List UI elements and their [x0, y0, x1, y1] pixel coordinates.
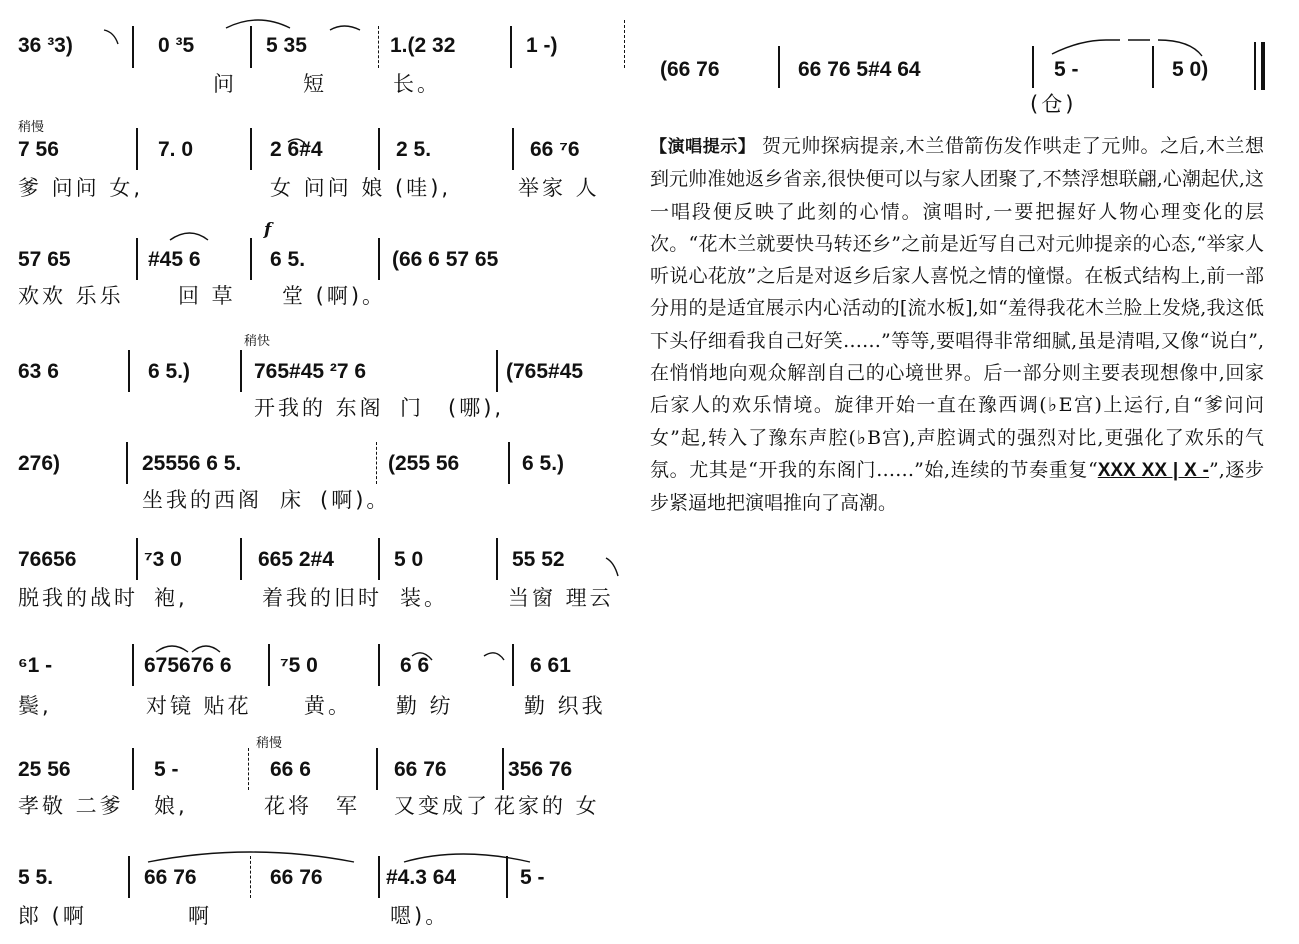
barline: [132, 644, 134, 686]
measure: #4.3 64: [386, 866, 457, 889]
measure: 6 5.): [148, 360, 191, 383]
lyric: 鬓,: [18, 694, 52, 718]
barline: [136, 538, 138, 580]
lyric: 门: [400, 396, 424, 420]
measure: 5 5.: [18, 866, 54, 889]
measure: 356 76: [508, 758, 573, 781]
barline: [268, 644, 270, 686]
score-system-1: [18, 34, 630, 94]
barline: [128, 856, 130, 898]
barline: [250, 238, 252, 280]
score-system-5: [18, 452, 630, 522]
measure: (66 6 57 65: [392, 248, 499, 271]
lyric: 堂 (啊)。: [282, 284, 387, 308]
lyric: 勤 纺: [396, 694, 454, 718]
measure: (765#45: [506, 360, 584, 383]
tempo-marking: 稍快: [244, 334, 271, 349]
measure: 1 -): [526, 34, 558, 57]
measure: 2 6#4: [270, 138, 323, 161]
barline: [508, 442, 510, 484]
barline: [240, 538, 242, 580]
lyric: 嗯)。: [390, 904, 450, 928]
barline: [378, 538, 380, 580]
section-tag: 【演唱提示】: [650, 137, 756, 157]
measure: (66 76: [660, 58, 720, 81]
performance-notes: 【演唱提示】 贺元帅探病提亲,木兰借箭伤发作哄走了元帅。之后,木兰想到元帅准她返乡省亲,很快便可以与家人团聚了,不禁浮想联翩,心潮起伏,这一唱段便反映了此刻的心情。演唱时,一要把握好人物心理变化的层次。“花木兰就要快马转还乡”之前是近写自己对元帅提亲的心态,“举家人听说心花放”之后是对返乡后家人喜悦之情的憧憬。在板式结构上,前一部分用的是适宜展示内心活动的[流水板],如“羞得我花木兰脸上发烧,我这低下头仔细看我自己好笑……”等等,要唱得非常细腻,虽是清唱,又像“说白”,在悄悄地向观众解剖自己的心境世界。后一部分则主要表现想像中,回家后家人的欢乐情境。旋律开始一直在豫西调(♭E宫)上运行,自“爹问问女”起,转入了豫东声腔(♭B宫),声腔调式的强烈对比,更强化了欢乐的气氛。尤其是“开我的东阁门……”始,连续的节奏重复“XXX XX | X -”,逐步步紧逼地把演唱推向了高潮。: [650, 135, 1265, 515]
score-system-7: [18, 654, 630, 724]
barline: [378, 644, 380, 686]
barline: [126, 442, 128, 484]
commentary-body: 贺元帅探病提亲,木兰借箭伤发作哄走了元帅。之后,木兰想到元帅准她返乡省亲,很快便可以与家人团聚了,不禁浮想联翩,心潮起伏,这一唱段便反映了此刻的心情。演唱时,一要把握好人物心理变化的层次。“花木兰就要快马转还乡”之前是近写自己对元帅提亲的心态,“举家人听说心花放”之后是对返乡后家人喜悦之情的憧憬。在板式结构上,前一部分用的是适宜展示内心活动的[流水板],如“羞得我花木兰脸上发烧,我这低下头仔细看我自己好笑……”等等,要唱得非常细腻,虽是清唱,又像“说白”,在悄悄地向观众解剖自己的心境世界。后一部分则主要表现想像中,回家后家人的欢乐情境。旋律开始一直在豫西调(♭E宫)上运行,自“爹问问女”起,转入了豫东声腔(♭B宫),声腔调式的强烈对比,更强化了欢乐的气氛。尤其是“开我的东阁门……”始,连续的节奏重复: [650, 135, 1265, 481]
measure: 7. 0: [158, 138, 194, 161]
measure: 63 6: [18, 360, 59, 383]
lyric: 着我的旧时: [262, 586, 382, 610]
lyric: 爹 问问 女,: [18, 176, 144, 200]
lyric: 装。: [400, 586, 448, 610]
lyric: 回 草: [178, 284, 236, 308]
lyric: 当窗 理云: [508, 586, 614, 610]
measure: 6 5.: [270, 248, 306, 271]
barline: [250, 26, 252, 68]
barline: [378, 26, 380, 68]
measure: 25 56: [18, 758, 71, 781]
measure: 765#45 ²7 6: [254, 360, 367, 383]
measure: 6 5.): [522, 452, 565, 475]
tempo-marking: 稍慢: [256, 736, 283, 751]
lyric: 女 问问 娘 (哇),: [270, 176, 452, 200]
measure: 5 35: [266, 34, 307, 57]
barline: [132, 748, 134, 790]
measure: 1.(2 32: [390, 34, 456, 57]
commentary-tail: ,逐步步紧逼地把演唱推向了高潮。: [650, 458, 1265, 515]
measure: ⁶1 -: [18, 654, 53, 677]
lyric: 长。: [393, 72, 441, 96]
measure: 55 52: [512, 548, 565, 571]
lyric: 花家的 女: [494, 794, 600, 818]
final-barline: [1254, 42, 1256, 90]
barline: [378, 128, 380, 170]
measure: (255 56: [388, 452, 460, 475]
lyric: 郎 (啊: [18, 904, 87, 928]
lyric: 又变成了: [394, 794, 490, 818]
lyric: 花将: [264, 794, 312, 818]
measure: 57 65: [18, 248, 71, 271]
measure: ⁷3 0: [144, 548, 182, 571]
measure: 36 ³3): [18, 34, 73, 57]
lyric: (啊)。: [320, 488, 391, 512]
lyric: 床: [280, 488, 304, 512]
lyric: 坐我的西阁: [142, 488, 262, 512]
measure: 6 6: [400, 654, 430, 677]
score-system-3: [18, 220, 630, 308]
barline: [250, 856, 252, 898]
score-system-8: [18, 732, 630, 822]
measure: 66 76: [270, 866, 323, 889]
barline: [376, 442, 378, 484]
barline: [496, 350, 498, 392]
measure: ⁷5 0: [280, 654, 318, 677]
lyric: 娘,: [154, 794, 188, 818]
measure: 66 6: [270, 758, 311, 781]
lyric: 举家 人: [518, 176, 600, 200]
score-system-9: [18, 866, 630, 936]
lyric: 欢欢 乐乐: [18, 284, 124, 308]
measure: 675676 6: [144, 654, 232, 677]
lyric: 啊: [188, 904, 212, 928]
score-system-6: [18, 548, 630, 618]
barline: [248, 748, 250, 790]
lyric: 问: [213, 72, 237, 96]
measure: 66 ⁷6: [530, 138, 580, 161]
measure: 276): [18, 452, 61, 475]
measure: 2 5.: [396, 138, 432, 161]
lyric: (仓): [1030, 92, 1077, 116]
measure: 5 0: [394, 548, 424, 571]
measure: 66 76: [144, 866, 197, 889]
measure: 665 2#4: [258, 548, 334, 571]
measure: 7 56: [18, 138, 59, 161]
lyric: 脱我的战时: [18, 586, 138, 610]
barline: [624, 20, 626, 68]
barline: [512, 644, 514, 686]
barline: [376, 748, 378, 790]
barline: [132, 26, 134, 68]
score: [0, 0, 640, 944]
lyric: 对镜 贴花: [146, 694, 252, 718]
barline: [378, 238, 380, 280]
barline: [512, 128, 514, 170]
rhythm-pattern: XXX XX | X -: [1097, 459, 1210, 481]
barline: [136, 238, 138, 280]
measure: 6 61: [530, 654, 571, 677]
barline: [506, 856, 508, 898]
barline: [778, 46, 780, 88]
tempo-marking: 稍慢: [18, 120, 45, 135]
measure: 25556 6 5.: [142, 452, 242, 475]
measure: #45 6: [148, 248, 201, 271]
lyric: 孝敬 二爹: [18, 794, 124, 818]
measure: 76656: [18, 548, 77, 571]
barline: [250, 128, 252, 170]
barline: [128, 350, 130, 392]
lyric: (哪),: [448, 396, 505, 420]
measure: 0 ³5: [158, 34, 195, 57]
barline: [240, 350, 242, 392]
final-barline: [1261, 42, 1265, 90]
lyric: 袍,: [154, 586, 188, 610]
dynamic-marking: f: [264, 220, 272, 240]
lyric: 黄。: [304, 694, 352, 718]
measure: 66 76 5#4 64: [798, 58, 921, 81]
measure: 66 76: [394, 758, 447, 781]
lyric: 军: [336, 794, 360, 818]
lyric: 开我的 东阁: [254, 396, 384, 420]
lyric: 勤 织我: [524, 694, 606, 718]
barline: [136, 128, 138, 170]
measure: 5 -: [520, 866, 545, 889]
measure: 5 -: [1054, 58, 1079, 81]
barline: [378, 856, 380, 898]
score-system-4: [18, 330, 630, 420]
score-system-2: [18, 116, 630, 200]
barline: [1032, 46, 1034, 88]
barline: [510, 26, 512, 68]
barline: [496, 538, 498, 580]
barline: [502, 748, 504, 790]
lyric: 短: [303, 72, 327, 96]
measure: 5 0): [1172, 58, 1209, 81]
barline: [1152, 46, 1154, 88]
measure: 5 -: [154, 758, 179, 781]
